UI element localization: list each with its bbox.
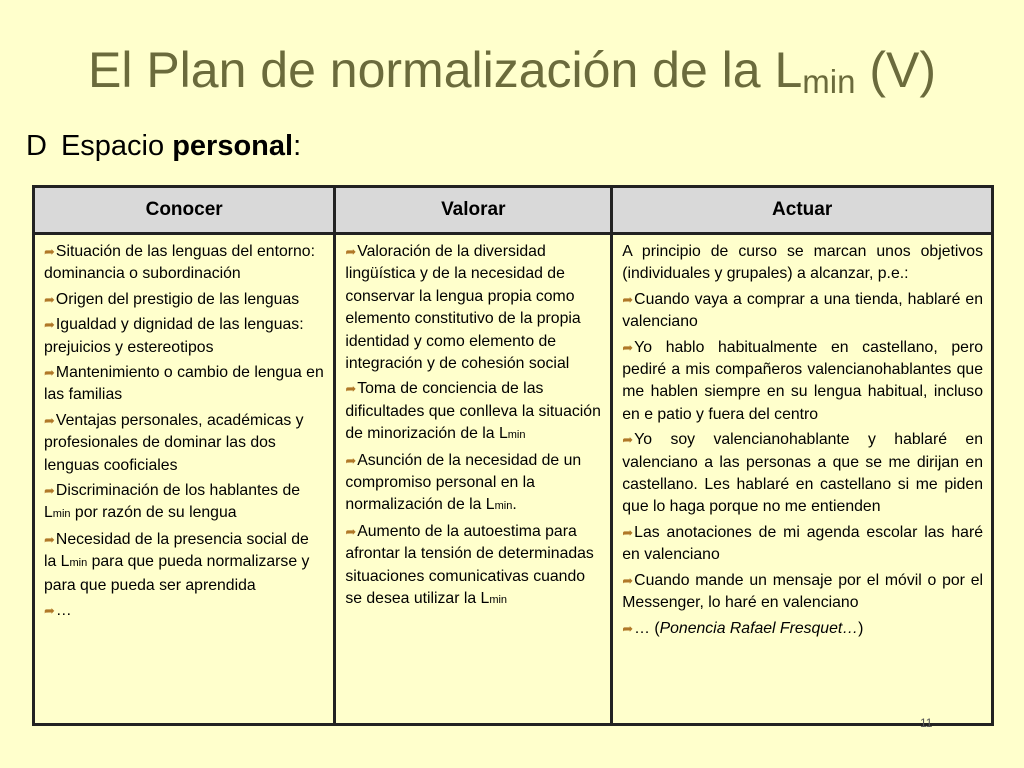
actuar-cell xyxy=(612,234,993,725)
arrow-icon: ➦ xyxy=(345,452,357,468)
list-item: ➦Situación de las lenguas del entorno: dominancia o subordinación xyxy=(44,243,315,283)
arrow-icon: ➦ xyxy=(622,524,634,540)
list-item: ➦Valoración de la diversidad lingüística y de la necesidad de conservar la lengua propia como elemento constitutivo de la propia identidad y como elemento de integración y de cohesión social xyxy=(345,243,581,373)
arrow-icon: ➦ xyxy=(622,432,634,448)
slide-subtitle: D Espacio personal: xyxy=(26,130,302,162)
list-item: ➦Necesidad de la presencia social de la Lmin para que pueda normalizarse y para que pueda ser aprendida xyxy=(44,530,310,594)
list-item: ➦Mantenimiento o cambio de lengua en las familias xyxy=(44,364,324,404)
arrow-icon: ➦ xyxy=(345,381,357,397)
arrow-icon: ➦ xyxy=(44,365,55,381)
list-item: ➦Yo soy valencianohablante y hablaré en valenciano a las personas a que se me dirijan en castellano. Les hablaré en castellano si me piden que lo haga porque no me entienden xyxy=(622,431,983,516)
conocer-cell xyxy=(34,234,335,725)
list-item: ➦… (Ponencia Rafael Fresquet…) xyxy=(622,619,864,637)
arrow-icon: ➦ xyxy=(622,572,634,588)
slide-title: El Plan de normalización de la Lmin (V) xyxy=(87,42,937,100)
plan-table xyxy=(32,185,994,726)
list-item: ➦Yo hablo habitualmente en castellano, pero pediré a mis compañeros valencianohablantes que me hablen siempre en su lengua habitual, incluso en e patio y fuera del centro xyxy=(622,338,983,423)
list-item: ➦Aumento de la autoestima para afrontar la tensión de determinadas situaciones comunicativas cuando se desea utilizar la Lmin xyxy=(345,522,594,608)
list-item: ➦Ventajas personales, académicas y profesionales de dominar las dos lenguas cooficiales xyxy=(44,411,304,474)
arrow-icon: ➦ xyxy=(622,291,634,307)
arrow-icon: ➦ xyxy=(44,317,55,333)
actuar-intro: A principio de curso se marcan unos objetivos (individuales y grupales) a alcanzar, p.e.: xyxy=(622,243,983,283)
arrow-icon: ➦ xyxy=(44,291,55,307)
header-conocer: Conocer xyxy=(34,187,335,234)
list-item: ➦Discriminación de los hablantes de Lmin por razón de su lengua xyxy=(44,482,301,522)
header-actuar: Actuar xyxy=(612,187,993,234)
arrow-icon: ➦ xyxy=(622,620,634,636)
list-item: ➦Asunción de la necesidad de un compromiso personal en la normalización de la Lmin. xyxy=(345,451,582,514)
arrow-icon: ➦ xyxy=(44,603,55,619)
arrow-icon: ➦ xyxy=(345,244,357,259)
list-item: ➦Cuando vaya a comprar a una tienda, hablaré en valenciano xyxy=(622,290,983,331)
list-item: ➦Toma de conciencia de las dificultades que conlleva la situación de minorización de la Lmin xyxy=(345,380,601,443)
valorar-cell xyxy=(335,234,612,725)
arrow-icon: ➦ xyxy=(44,531,55,547)
bullet-icon: D xyxy=(26,130,47,162)
arrow-icon: ➦ xyxy=(44,412,55,428)
list-item: ➦Igualdad y dignidad de las lenguas: prejuicios y estereotipos xyxy=(44,316,304,356)
arrow-icon: ➦ xyxy=(44,483,55,499)
list-item: ➦… xyxy=(44,602,72,620)
arrow-icon: ➦ xyxy=(622,339,634,355)
page-number: 11 xyxy=(920,716,933,730)
list-item: ➦Origen del prestigio de las lenguas xyxy=(44,290,300,308)
list-item: ➦Las anotaciones de mi agenda escolar las haré en valenciano xyxy=(622,523,983,564)
header-valorar: Valorar xyxy=(335,187,612,234)
list-item: ➦Cuando mande un mensaje por el móvil o por el Messenger, lo haré en valenciano xyxy=(622,571,983,612)
arrow-icon: ➦ xyxy=(345,523,357,539)
arrow-icon: ➦ xyxy=(44,244,55,259)
